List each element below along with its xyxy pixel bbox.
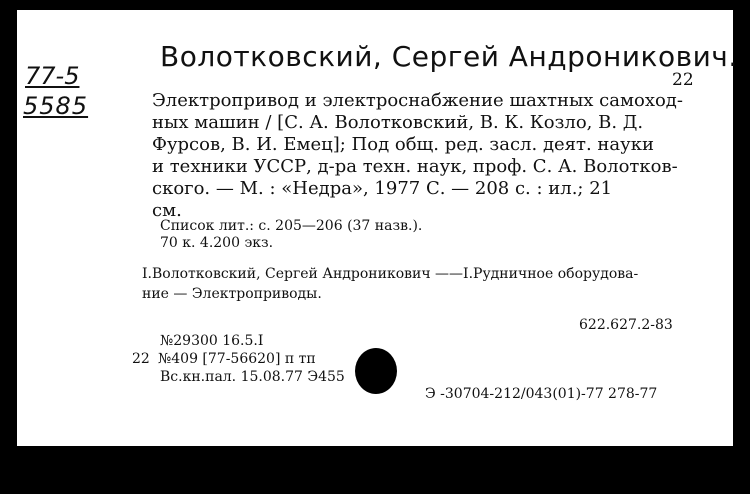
catalog-code: Э -30704-212/043(01)-77 278-77	[425, 386, 658, 402]
print-info-line-1: №29300 16.5.I	[160, 333, 264, 349]
bibliography-note: Список лит.: с. 205—206 (37 назв.).	[160, 218, 423, 234]
description-line-5: ского. — М. : «Недра», 1977 С. — 208 с. : ил.; 21	[152, 178, 613, 199]
print-info-line-2: №409 [77-56620] п тп	[158, 351, 316, 367]
card-number: 22	[672, 70, 694, 90]
author-heading: Волотковский, Сергей Андроникович.	[160, 40, 738, 73]
tracing-line-2: ние — Электроприводы.	[142, 286, 322, 302]
price-note: 70 к. 4.200 экз.	[160, 235, 274, 251]
tracing-line-1: I.Волотковский, Сергей Андроникович ——I.Рудничное оборудова-	[142, 266, 639, 282]
print-info-line-3: Вс.кн.пал. 15.08.77 Э455	[160, 369, 345, 385]
udc-number: 622.627.2-83	[579, 317, 673, 333]
catalog-card	[17, 10, 738, 446]
description-line-2: ных машин / [С. А. Волотковский, В. К. Козло, В. Д.	[152, 112, 644, 133]
inventory-number: 5585	[23, 92, 89, 120]
description-line-3: Фурсов, В. И. Емец]; Под общ. ред. засл. деят. науки	[152, 134, 654, 155]
description-line-1: Электропривод и электроснабжение шахтных самоход-	[152, 90, 683, 111]
print-info-number: 22	[132, 351, 150, 367]
ink-blot	[355, 348, 397, 394]
shelf-mark: 77-5	[25, 62, 80, 90]
description-line-6: см.	[152, 200, 182, 221]
description-line-4: и техники УССР, д-ра техн. наук, проф. С. А. Волотков-	[152, 156, 678, 177]
